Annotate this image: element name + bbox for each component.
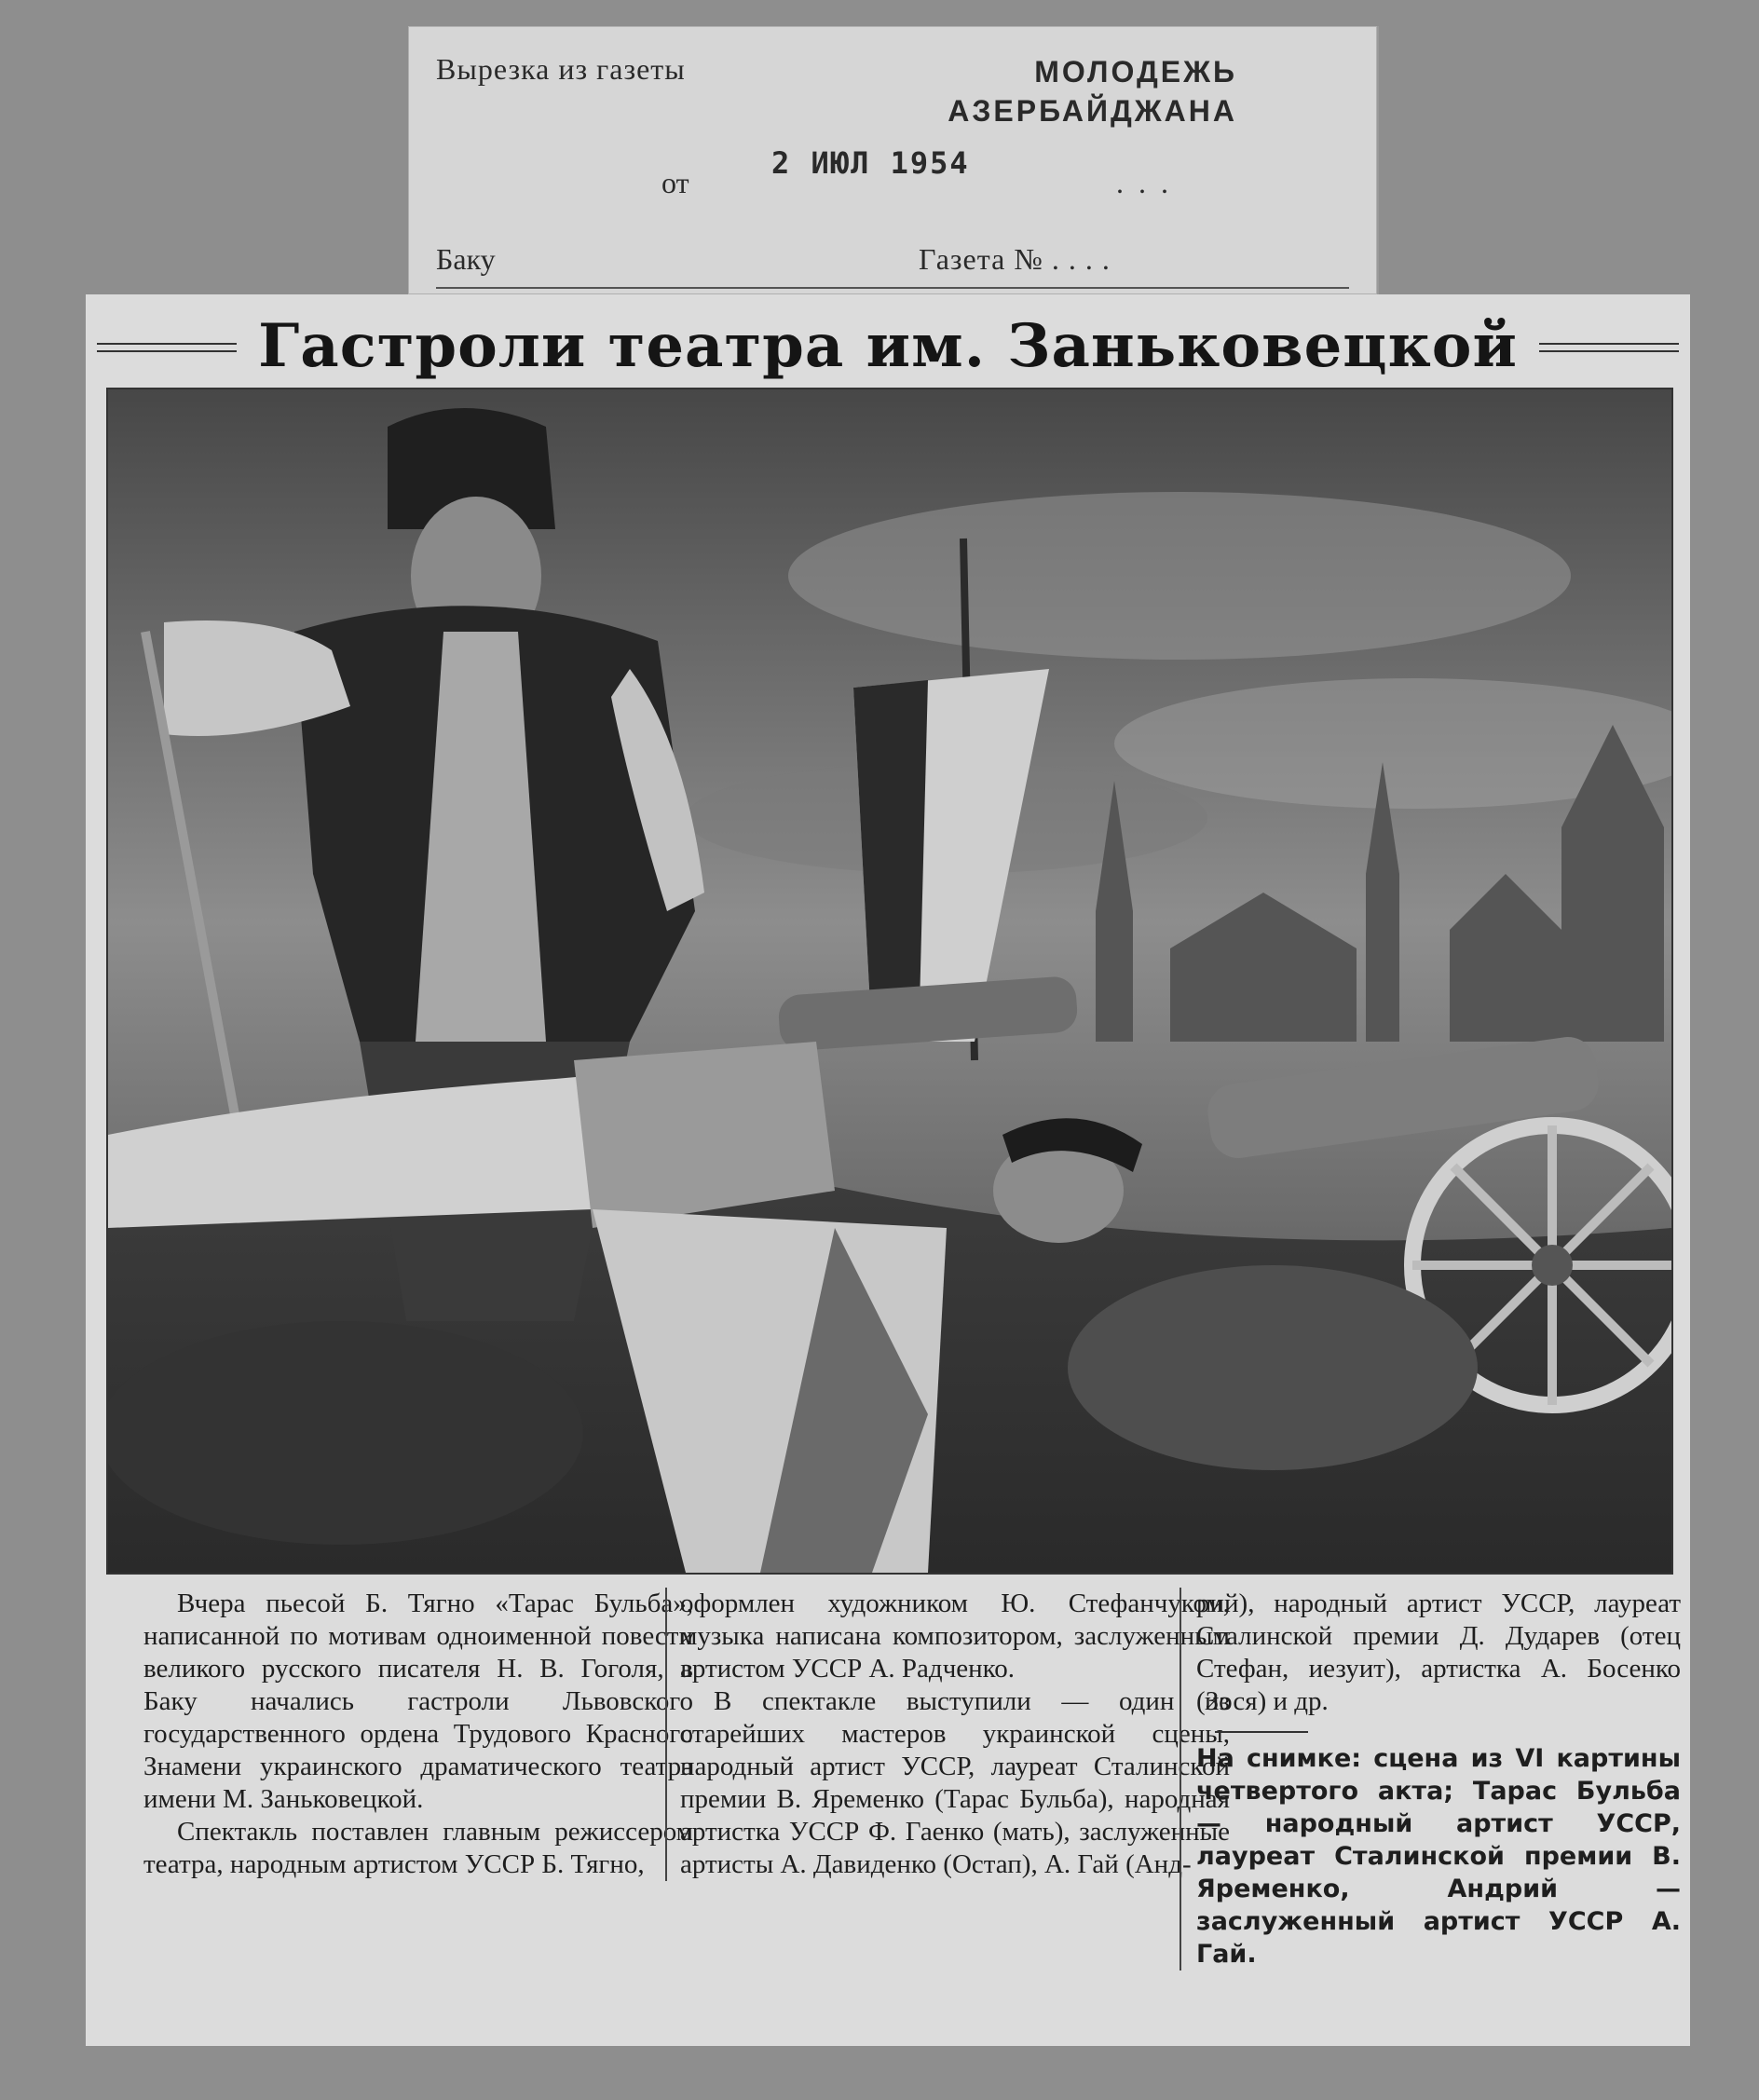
headline-rule-left <box>97 343 237 352</box>
article-column-2 <box>665 1588 1230 1881</box>
haystack <box>1068 1265 1478 1470</box>
column1-paragraph2: Спектакль поставлен главным режиссером театра, народным артистом УССР Б. Тягно, <box>143 1817 693 1879</box>
article-column-1 <box>143 1588 693 1881</box>
headline-rule-right <box>1539 343 1679 352</box>
article-headline: Гастроли театра им. Заньковецкой <box>258 311 1518 381</box>
column2-paragraph2: В спектакле выступили — один из старейших мастеров украинской сцены, народный артист УССР, лауреат Сталинской премии В. Яременко (Тарас Бульба), народная артистка УССР Ф. Гаенко (мать), заслуженные артисты А. Давиденко (Остап), А. Гай (Анд- <box>680 1686 1230 1879</box>
clip-from-text: Вырезка из газеты <box>436 52 686 86</box>
newspaper-article <box>86 294 1690 2046</box>
article-column-3 <box>1179 1588 1681 1970</box>
label-divider <box>436 287 1349 289</box>
newspaper-name-line2: АЗЕРБАЙДЖАНА <box>948 94 1237 128</box>
column1-paragraph1: Вчера пьесой Б. Тягно «Тарас Бульба», написанной по мотивам одноименной повести великого русского писателя Н. В. Гоголя, в Баку начались гастроли Львовского государственного ордена Трудового Красного Знамени украинского драматического театра имени М. Заньковецкой. <box>143 1589 693 1814</box>
newspaper-number-label: Газета № . . . . <box>919 242 1111 276</box>
newspaper-name-line1: МОЛОДЕЖЬ <box>1034 55 1237 89</box>
theatre-scene-photo <box>106 388 1673 1575</box>
newspaper-number-text: Газета № <box>919 242 1043 276</box>
photo-drawing <box>108 389 1671 1573</box>
haystack <box>108 1321 583 1545</box>
column3-paragraph1: рий), народный артист УССР, лауреат Сталинской премии Д. Дударев (отец Стефан, иезуит), артистка А. Босенко (Зося) и др. <box>1196 1589 1681 1716</box>
clipping-label <box>408 26 1379 294</box>
column2-paragraph1: оформлен художником Ю. Стефанчуком, музыка написана композитором, заслуженным артистом УССР А. Радченко. <box>680 1589 1230 1684</box>
city-text: Баку <box>436 242 496 276</box>
date-stamp: 2 ИЮЛ 1954 <box>771 145 970 181</box>
date-dots: ... <box>1116 166 1183 199</box>
caption-divider <box>1215 1731 1308 1733</box>
cloud <box>788 492 1571 660</box>
headline-row <box>86 311 1690 381</box>
newspaper-name <box>948 52 1237 130</box>
photo-caption: На снимке: сцена из VI картины четвертого акта; Тарас Бульба — народный артист УССР, лауреат Сталинской премии В. Яременко, Андрий — заслуженный артист УССР А. Гай. <box>1196 1744 1681 1969</box>
date-prefix: от <box>661 166 689 199</box>
